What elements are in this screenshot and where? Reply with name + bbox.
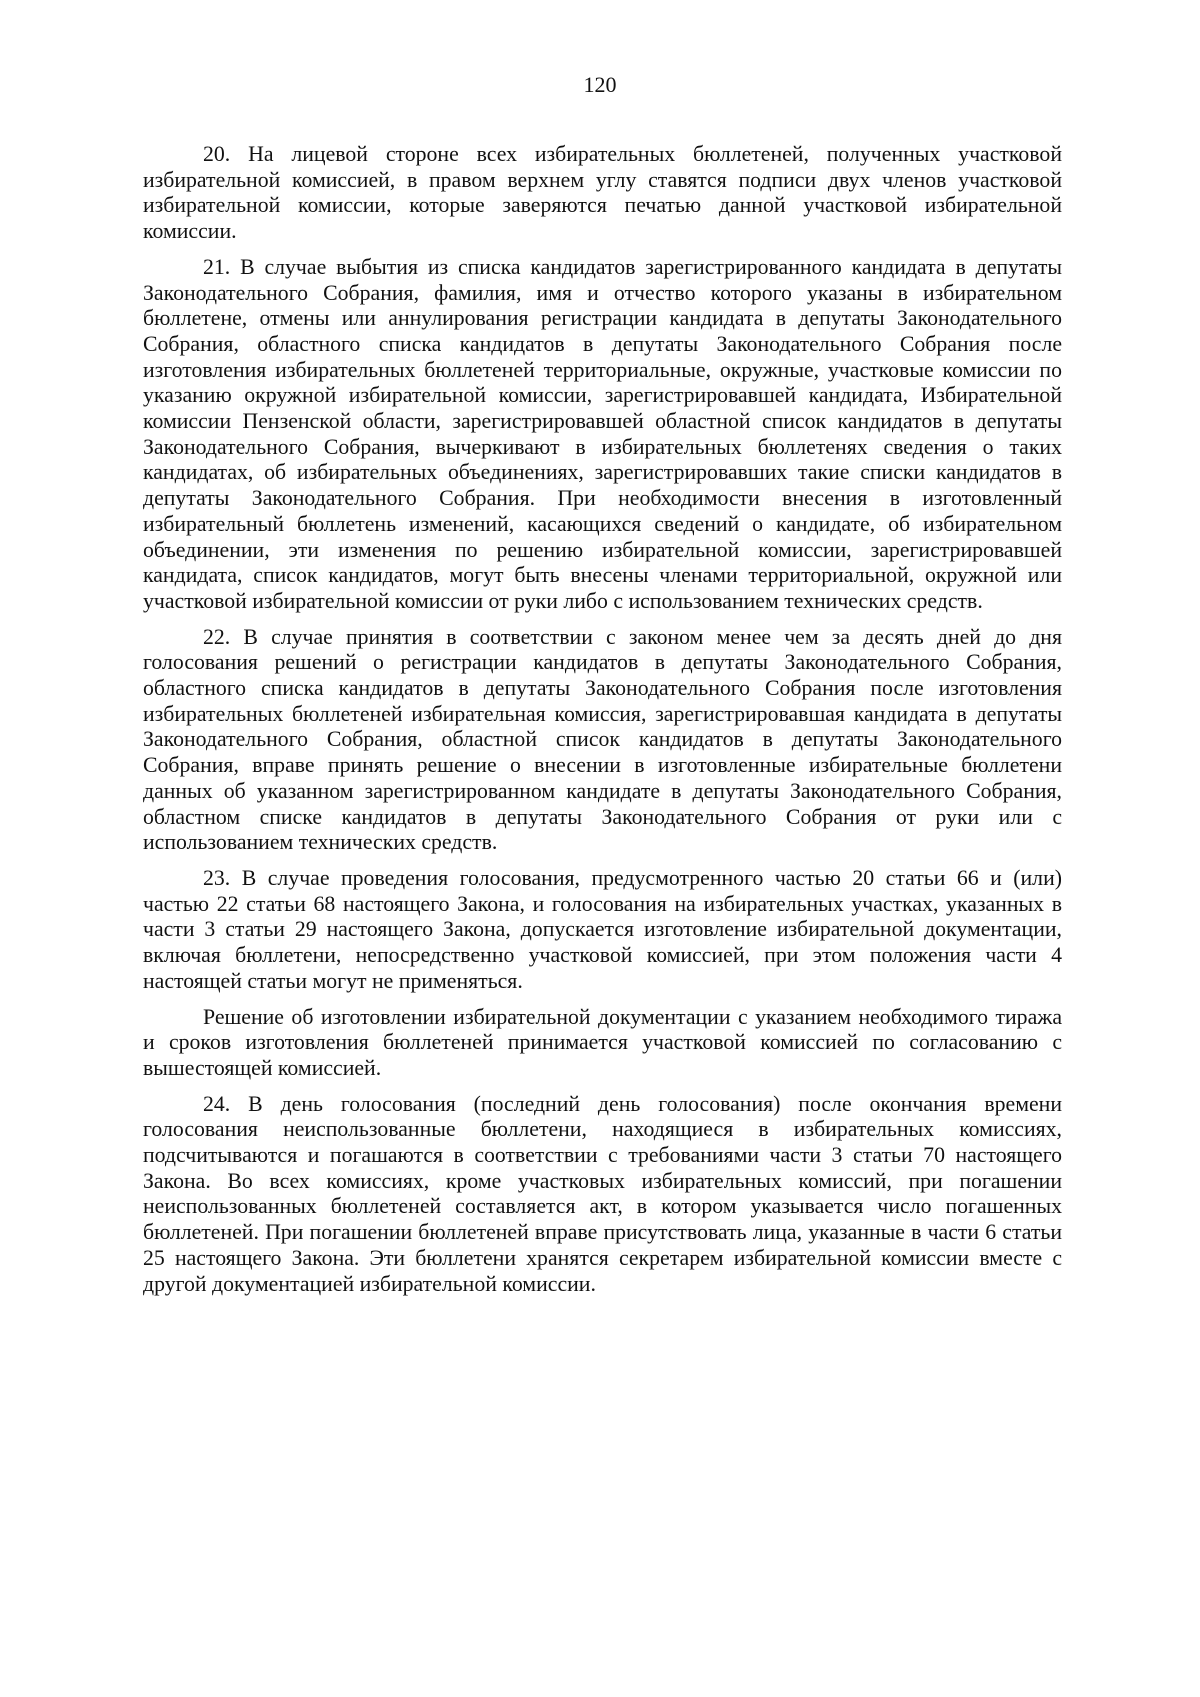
paragraph-23: 23. В случае проведения голосования, предусмотренного частью 20 статьи 66 и (или) частью 22 статьи 68 настоящего Закона, и голосования на избирательных участках, указанных в части 3 статьи 29 настоящего Закона, допускается изготовление избирательной документации, включая бюллетени, непосредственно участковой комиссией, при этом положения части 4 настоящей статьи могут не применяться. (143, 865, 1062, 993)
document-body (143, 142, 1062, 1307)
paragraph-20: 20. На лицевой стороне всех избирательных бюллетеней, полученных участковой избирательной комиссией, в правом верхнем углу ставятся подписи двух членов участковой избирательной комиссии, которые заверяются печатью данной участковой избирательной комиссии. (143, 142, 1062, 244)
paragraph-24: 24. В день голосования (последний день голосования) после окончания времени голосования неиспользованные бюллетени, находящиеся в избирательных комиссиях, подсчитываются и погашаются в соответствии с требованиями части 3 статьи 70 настоящего Закона. Во всех комиссиях, кроме участковых избирательных комиссий, при погашении неиспользованных бюллетеней составляется акт, в котором указывается число погашенных бюллетеней. При погашении бюллетеней вправе присутствовать лица, указанные в части 6 статьи 25 настоящего Закона. Эти бюллетени хранятся секретарем избирательной комиссии вместе с другой документацией избирательной комиссии. (143, 1091, 1062, 1296)
page-number: 120 (583, 72, 617, 97)
paragraph-21: 21. В случае выбытия из списка кандидатов зарегистрированного кандидата в депутаты Законодательного Собрания, фамилия, имя и отчество которого указаны в избирательном бюллетене, отмены или аннулирования регистрации кандидата в депутаты Законодательного Собрания, областного списка кандидатов в депутаты Законодательного Собрания после изготовления избирательных бюллетеней территориальные, окружные, участковые комиссии по указанию окружной избирательной комиссии, зарегистрировавшей кандидата, Избирательной комиссии Пензенской области, зарегистрировавшей областной список кандидатов в депутаты Законодательного Собрания, вычеркивают в избирательных бюллетенях сведения о таких кандидатах, об избирательных объединениях, зарегистрировавших такие списки кандидатов в депутаты Законодательного Собрания. При необходимости внесения в изготовленный избирательный бюллетень изменений, касающихся сведений о кандидате, об избирательном объединении, эти изменения по решению избирательной комиссии, зарегистрировавшей кандидата, список кандидатов, могут быть внесены членами территориальной, окружной или участковой избирательной комиссии от руки либо с использованием технических средств. (143, 254, 1062, 613)
paragraph-22: 22. В случае принятия в соответствии с законом менее чем за десять дней до дня голосования решений о регистрации кандидатов в депутаты Законодательного Собрания, областного списка кандидатов в депутаты Законодательного Собрания после изготовления избирательных бюллетеней избирательная комиссия, зарегистрировавшая кандидата в депутаты Законодательного Собрания, областной список кандидатов в депутаты Законодательного Собрания, вправе принять решение о внесении в изготовленные избирательные бюллетени данных об указанном зарегистрированном кандидате в депутаты Законодательного Собрания, областном списке кандидатов в депутаты Законодательного Собрания от руки или с использованием технических средств. (143, 624, 1062, 855)
paragraph-23-decision: Решение об изготовлении избирательной документации с указанием необходимого тиража и сроков изготовления бюллетеней принимается участковой комиссией по согласованию с вышестоящей комиссией. (143, 1004, 1062, 1080)
